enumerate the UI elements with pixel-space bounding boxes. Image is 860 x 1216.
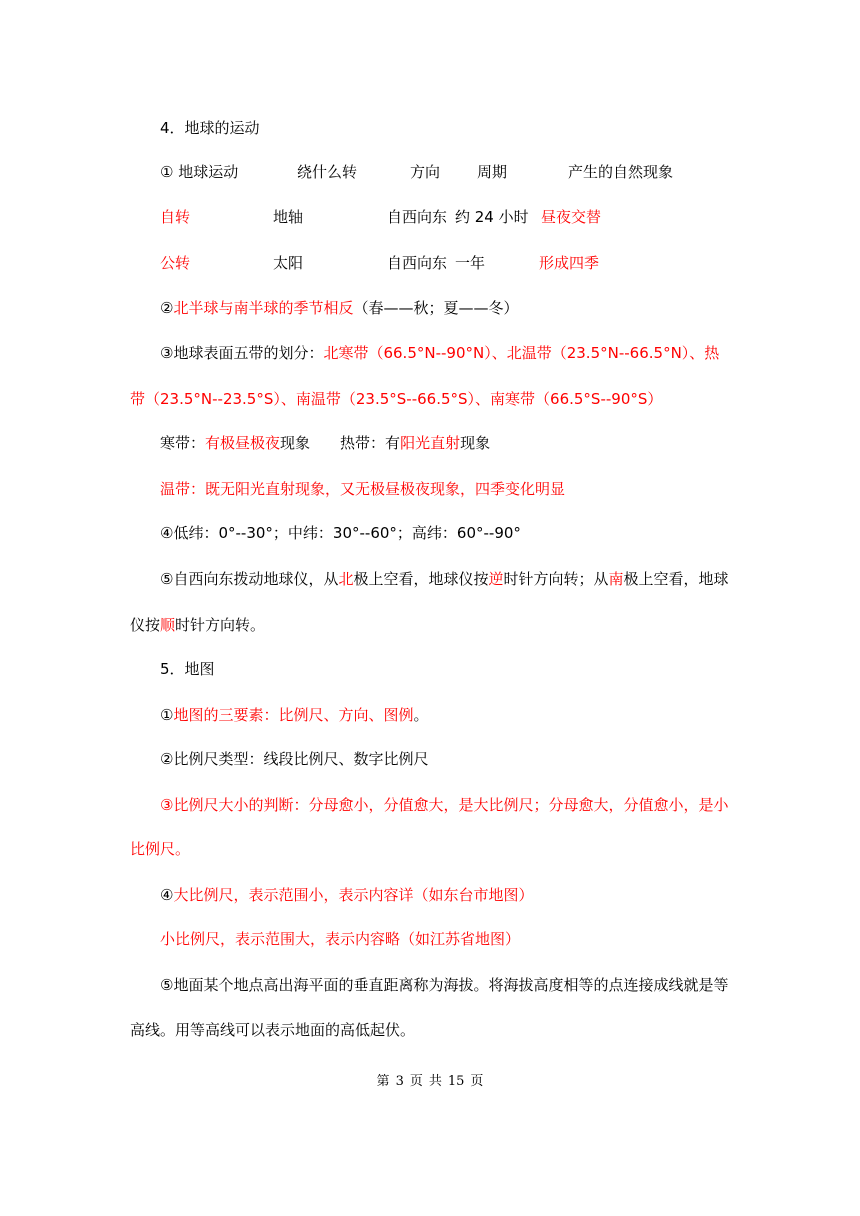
highlight-text: 北半球与南半球的季节相反 bbox=[173, 299, 354, 317]
paragraph-temperate: 温带：既无阳光直射现象，又无极昼极夜现象，四季变化明显 bbox=[160, 480, 566, 498]
body-text: 现象 bbox=[460, 434, 491, 452]
highlight-text: 顺 bbox=[160, 616, 176, 634]
section5-heading: 5．地图 bbox=[160, 660, 215, 678]
paragraph-contour: ⑤地面某个地点高出海平面的垂直距离称为海拔。将海拔高度相等的点连接成线就是等 bbox=[160, 976, 729, 994]
paragraph-scale-judgement: ③比例尺大小的判断：分母愈小，分值愈大，是大比例尺；分母愈大，分值愈小，是小 bbox=[160, 796, 729, 814]
highlight-text: 地图的三要素：比例尺、方向、图例 bbox=[173, 706, 414, 724]
section4-heading: 4．地球的运动 bbox=[160, 119, 260, 137]
highlight-text: 大比例尺，表示范围小，表示内容详（如东台市地图） bbox=[173, 886, 534, 904]
footer-text: 第 bbox=[376, 1074, 390, 1089]
paragraph-globe-rotation bbox=[160, 568, 860, 590]
paragraph-zone-phenomena bbox=[160, 432, 860, 454]
body-text: 仪按 bbox=[130, 616, 161, 634]
paragraph-seasons bbox=[160, 297, 860, 319]
paragraph-small-scale: 小比例尺，表示范围大，表示内容略（如江苏省地图） bbox=[160, 930, 521, 948]
table-cell: 约 24 小时 bbox=[455, 208, 529, 226]
body-text: 时针方向转。 bbox=[175, 616, 266, 634]
table-cell: 自西向东 bbox=[387, 208, 448, 226]
paragraph-map-elements bbox=[160, 704, 860, 726]
paragraph-latitudes: ④低纬：0°--30°；中纬：30°--60°；高纬：60°--90° bbox=[160, 524, 521, 542]
paragraph-scale-judgement-cont: 比例尺。 bbox=[130, 840, 191, 858]
paragraph-contour-cont: 高线。用等高线可以表示地面的高低起伏。 bbox=[130, 1021, 416, 1039]
highlight-text: 逆 bbox=[488, 570, 504, 588]
body-text: （春——秋；夏——冬） bbox=[353, 299, 519, 317]
body-text: 地球表面五带的划分： bbox=[173, 344, 324, 362]
paragraph-five-zones-cont: 带（23.5°N--23.5°S）、南温带（23.5°S--66.5°S）、南寒带（66.5°S--90°S） bbox=[130, 390, 663, 408]
paragraph-globe-rotation-cont bbox=[130, 614, 860, 636]
body-text: 极上空看，地球仪按 bbox=[353, 570, 489, 588]
body-text: 时针方向转；从 bbox=[503, 570, 609, 588]
body-text: 寒带： bbox=[160, 434, 206, 452]
table-header-cell: 方向 bbox=[410, 163, 441, 181]
current-page-number: 3 bbox=[395, 1074, 404, 1089]
list-marker: ③ bbox=[160, 344, 174, 362]
body-text: 现象 bbox=[280, 434, 311, 452]
footer-text: 页 bbox=[409, 1074, 423, 1089]
highlight-text: 北寒带（66.5°N--90°N）、北温带（23.5°N--66.5°N）、热 bbox=[323, 344, 720, 362]
body-text: 热带：有 bbox=[340, 434, 401, 452]
list-marker: ④ bbox=[160, 886, 174, 904]
table-header-cell: ① 地球运动 bbox=[160, 163, 239, 181]
table-header-cell: 周期 bbox=[477, 163, 508, 181]
highlight-text: 有极昼极夜 bbox=[205, 434, 281, 452]
body-text: 。 bbox=[413, 706, 429, 724]
table-cell: 地轴 bbox=[273, 208, 304, 226]
paragraph-scale-types: ②比例尺类型：线段比例尺、数字比例尺 bbox=[160, 750, 429, 768]
body-text: 极上空看，地球 bbox=[623, 570, 729, 588]
highlight-text: 南 bbox=[608, 570, 624, 588]
list-marker: ① bbox=[160, 706, 174, 724]
footer-text: 页 bbox=[470, 1074, 484, 1089]
highlight-text: 北 bbox=[338, 570, 354, 588]
table-cell: 昼夜交替 bbox=[541, 208, 602, 226]
table-header-cell: 产生的自然现象 bbox=[568, 163, 674, 181]
page-footer bbox=[0, 1070, 860, 1089]
table-cell: 一年 bbox=[455, 254, 486, 272]
body-text: ⑤自西向东拨动地球仪，从 bbox=[160, 570, 339, 588]
table-cell: 自转 bbox=[160, 208, 191, 226]
table-cell: 公转 bbox=[160, 254, 191, 272]
table-header-cell: 绕什么转 bbox=[297, 163, 358, 181]
paragraph-large-scale bbox=[160, 884, 860, 906]
table-cell: 形成四季 bbox=[539, 254, 600, 272]
table-cell: 自西向东 bbox=[387, 254, 448, 272]
list-marker: ② bbox=[160, 299, 174, 317]
total-pages-number: 15 bbox=[447, 1074, 465, 1089]
table-cell: 太阳 bbox=[273, 254, 304, 272]
footer-text: 共 bbox=[428, 1074, 442, 1089]
paragraph-five-zones bbox=[160, 342, 860, 364]
highlight-text: 阳光直射 bbox=[400, 434, 461, 452]
